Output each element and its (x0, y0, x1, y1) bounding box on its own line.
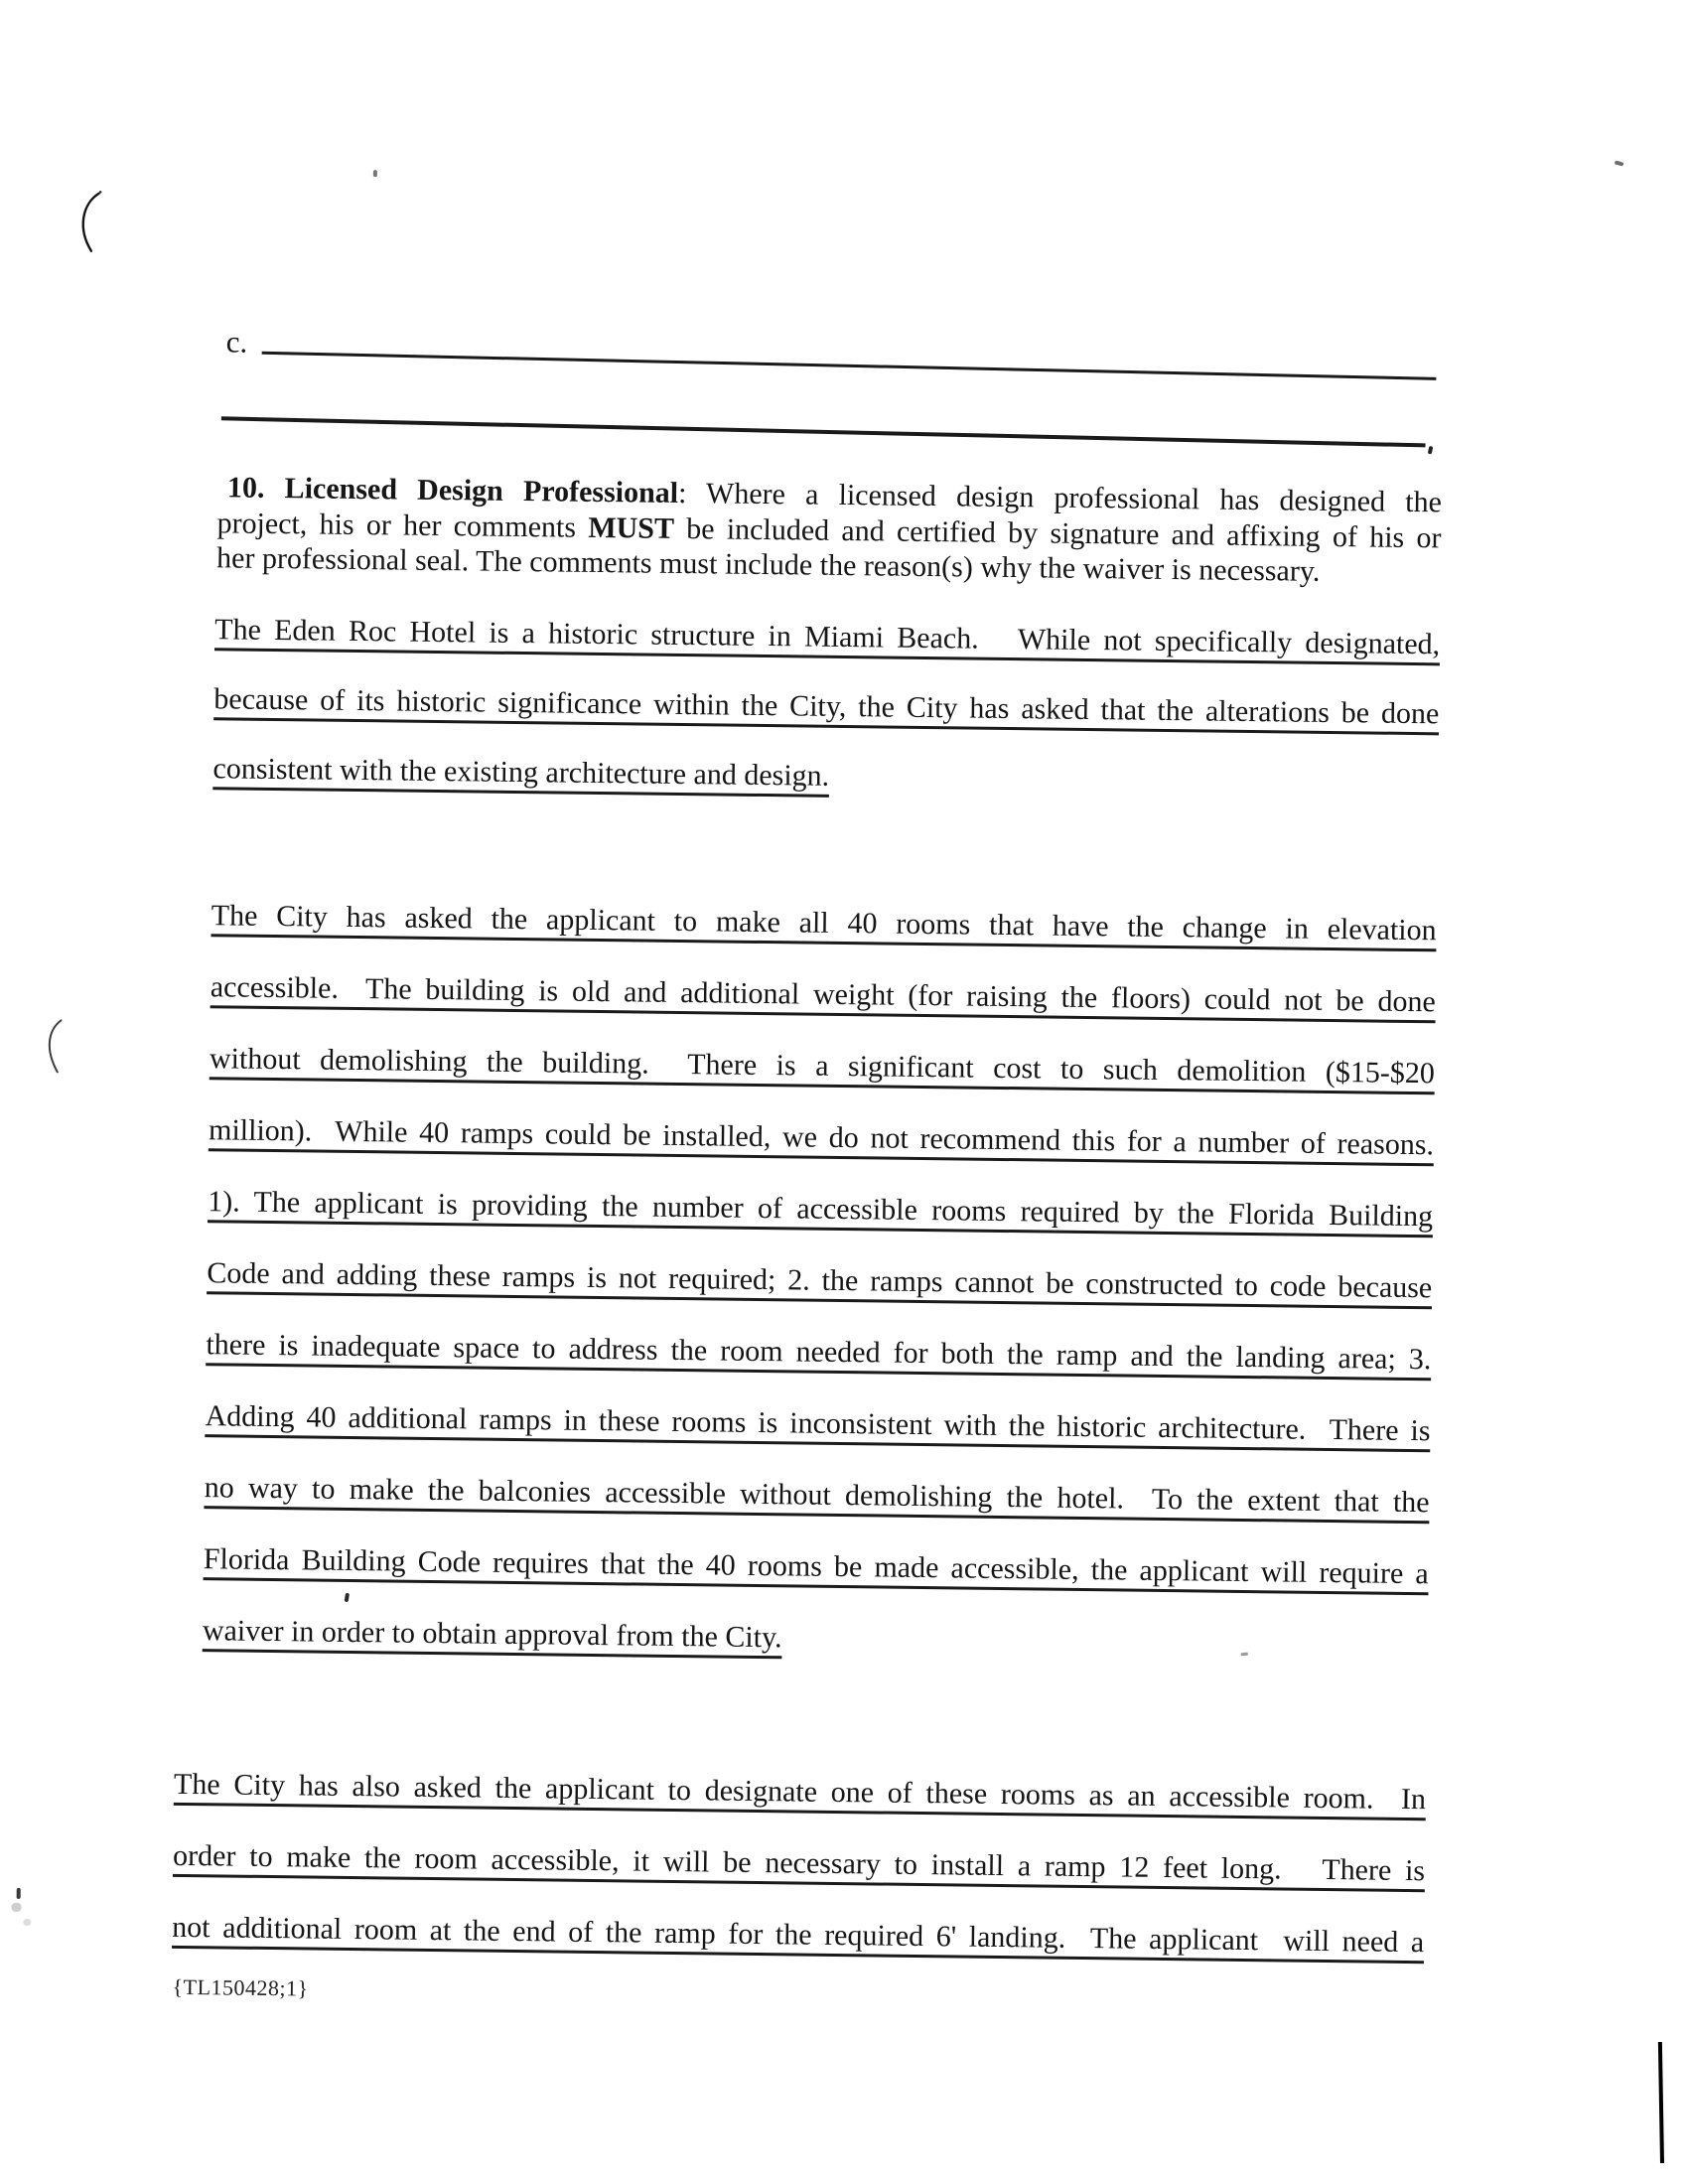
scan-speck (373, 170, 377, 177)
text-line: The City has also asked the applicant to designate one of these rooms as an accessible room. In (173, 1767, 1427, 1817)
text-line: million). While 40 ramps could be installed, we do not recommend this for a number of reasons. (208, 1113, 1435, 1162)
text-line: accessible. The building is old and additional weight (for raising the floors) could not be done (210, 970, 1436, 1019)
item-c-label: c. (225, 324, 248, 360)
blank-answer-line-1 (262, 352, 1437, 380)
text-line: 1). The applicant is providing the number of accessible rooms required by the Florida Building (208, 1185, 1434, 1234)
text-line: order to make the room accessible, it will be necessary to install a ramp 12 feet long. There is (172, 1838, 1426, 1888)
paragraph-text: project, his or her comments (216, 506, 589, 544)
text-line: consistent with the existing architecture and design. (212, 752, 830, 793)
paragraph-text: be included and certified by signature and affixing of his or (673, 511, 1442, 554)
paragraph-city-rooms (202, 880, 1437, 1681)
text-line: Code and adding these ramps is not required; 2. the ramps cannot be constructed to code because (207, 1256, 1433, 1305)
text-line: waiver in order to obtain approval from the City. (202, 1614, 782, 1655)
stray-period-mark (1428, 446, 1434, 455)
scan-smudge (11, 1903, 21, 1912)
paragraph-text: : Where a licensed design professional has designed the (677, 476, 1443, 519)
text-line: The Eden Roc Hotel is a historic structure in Miami Beach. While not specifically designated, (214, 613, 1441, 661)
text-line: Adding 40 additional ramps in these rooms is inconsistent with the historic architecture. There is (205, 1399, 1431, 1448)
document-control-number: {TL150428;1} (172, 1973, 309, 2001)
text-line: Florida Building Code requires that the 40 rooms be made accessible, the applicant will require a (203, 1542, 1429, 1591)
text-line: no way to make the balconies accessible without demolishing the hotel. To the extent that the (204, 1471, 1430, 1520)
text-line: her professional seal. The comments must include the reason(s) why the waiver is necessary. (215, 541, 1321, 588)
handwritten-parenthesis-mark (39, 1017, 66, 1075)
emphasis-must: MUST (588, 510, 675, 545)
text-line: not additional room at the end of the ramp for the required 6' landing. The applicant will need a (172, 1910, 1425, 1960)
paragraph-heading: Licensed Design Professional (284, 472, 679, 510)
paragraph-designate-room (172, 1749, 1427, 1978)
paragraph-10-licensed-design-professional (216, 470, 1442, 591)
scan-smudge (17, 1888, 21, 1899)
scan-speck (1615, 160, 1624, 166)
scan-speck (1241, 1653, 1248, 1657)
text-line: The City has asked the applicant to make all 40 rooms that have the change in elevation (211, 899, 1437, 947)
text-line: without demolishing the building. There is a significant cost to such demolition ($15-$20 (209, 1042, 1436, 1091)
blank-answer-line-2 (221, 416, 1426, 447)
text-line: there is inadequate space to address the room needed for both the ramp and the landing area; 3. (206, 1328, 1432, 1377)
item-number: 10. (226, 471, 285, 506)
text-line: because of its historic significance within the City, the City has asked that the alterations be done (213, 682, 1440, 731)
paragraph-eden-roc (212, 595, 1440, 818)
handwritten-parenthesis-mark (72, 189, 103, 256)
scan-smudge (23, 1919, 31, 1926)
scan-edge-artifact-line (1658, 2042, 1664, 2163)
